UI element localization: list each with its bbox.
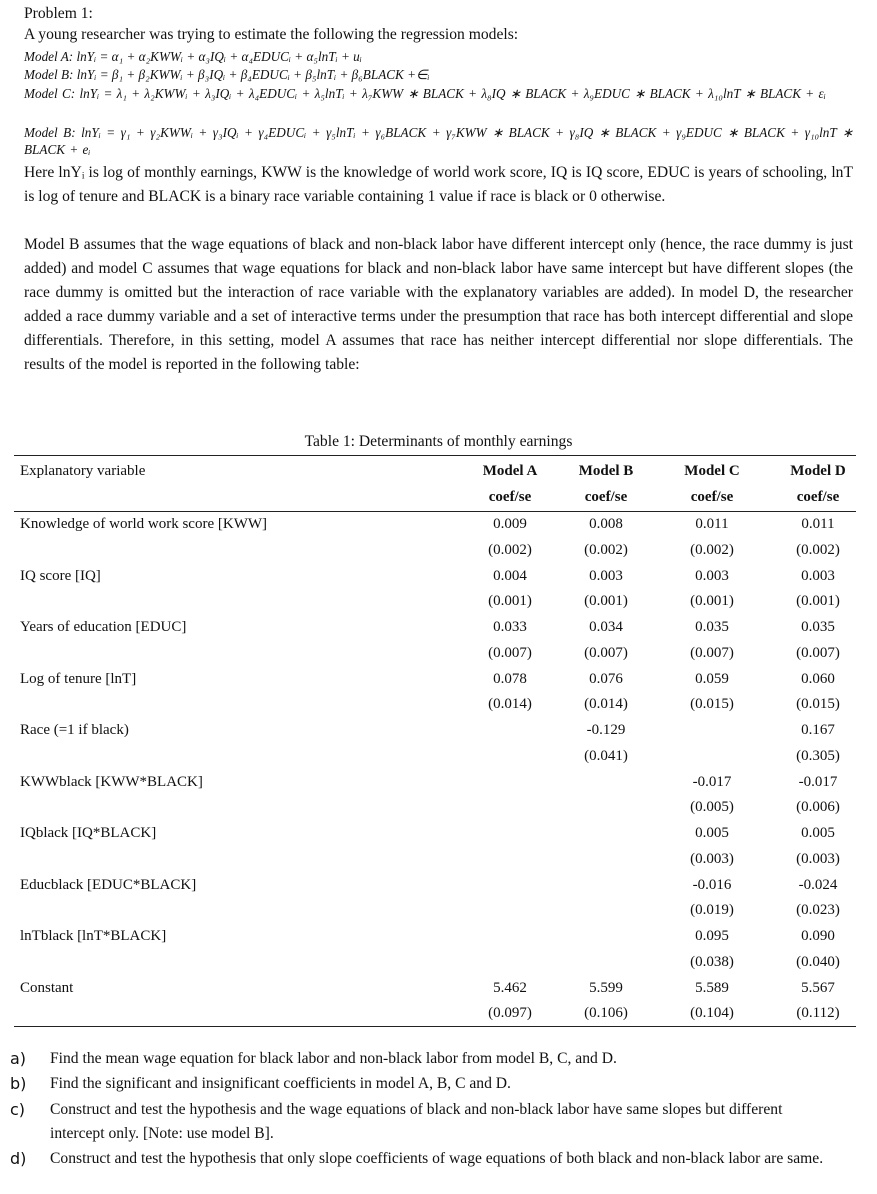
column-header-model: Model C <box>684 463 740 479</box>
standard-error-cell: (0.106) <box>584 1005 628 1021</box>
standard-error-cell: (0.014) <box>584 696 628 712</box>
standard-error-cell: (0.007) <box>584 644 628 661</box>
row-label: Years of education [EDUC] <box>20 619 187 635</box>
coefficient-cell: 0.005 <box>801 825 835 841</box>
coefficient-cell: 0.011 <box>801 516 835 532</box>
standard-error-cell: (0.019) <box>690 902 734 918</box>
problem-title: Problem 1: <box>24 5 93 22</box>
coefficient-cell: 0.011 <box>695 516 729 532</box>
coefficient-cell: 0.035 <box>695 619 729 635</box>
standard-error-cell: (0.023) <box>796 902 840 918</box>
table-top-rule <box>14 455 856 456</box>
coefficient-cell: 0.078 <box>493 670 527 687</box>
coefficient-cell: 0.003 <box>801 567 835 584</box>
question-label: b) <box>10 1074 27 1093</box>
equation-model-c: Model C: lnYᵢ = λ₁ + λ₂KWWᵢ + λ₃IQᵢ + λ₄EDUCᵢ + λ₅lnTᵢ + λ₇KWW ∗ BLACK + λ₈IQ ∗ BLACK + λ₉EDUC ∗ BLACK + λ₁₀lnT ∗ BLACK + εᵢ <box>24 86 826 101</box>
coefficient-cell: 0.090 <box>801 928 835 944</box>
column-subheader: coef/se <box>690 489 734 505</box>
coefficient-cell: -0.016 <box>692 876 732 893</box>
standard-error-cell: (0.040) <box>796 953 840 970</box>
row-label: Constant <box>20 979 74 996</box>
column-header-model: Model B <box>578 463 634 479</box>
standard-error-cell: (0.014) <box>488 696 532 712</box>
coefficient-cell: 0.005 <box>695 825 729 841</box>
coefficient-cell: 5.599 <box>589 979 623 996</box>
description-variables: Here lnYᵢ is log of monthly earnings, KWW is the knowledge of world work score, IQ is IQ score, EDUC is years of schooling, lnT is log of tenure and BLACK is a binary race variable containing 1 value if race is black or 0 otherwise. <box>24 164 853 205</box>
coefficient-cell: 0.076 <box>589 670 623 687</box>
standard-error-cell: (0.002) <box>690 541 734 558</box>
standard-error-cell: (0.038) <box>690 953 734 970</box>
standard-error-cell: (0.104) <box>690 1005 734 1021</box>
standard-error-cell: (0.041) <box>584 747 628 764</box>
coefficient-cell: 0.004 <box>493 567 527 584</box>
standard-error-cell: (0.006) <box>796 799 840 815</box>
row-label: Educblack [EDUC*BLACK] <box>20 876 197 893</box>
equation-model-a: Model A: lnYᵢ = α₁ + α₂KWWᵢ + α₃IQᵢ + α₄EDUCᵢ + α₅lnTᵢ + uᵢ <box>24 49 362 64</box>
coefficient-cell: 0.167 <box>801 722 835 738</box>
standard-error-cell: (0.007) <box>796 644 840 661</box>
coefficient-cell: 0.059 <box>695 670 729 687</box>
standard-error-cell: (0.112) <box>796 1005 840 1021</box>
question-text: Find the significant and insignificant coefficients in model A, B, C and D. <box>50 1075 511 1092</box>
standard-error-cell: (0.005) <box>690 799 734 815</box>
coefficient-cell: -0.017 <box>692 773 732 790</box>
coefficient-cell: 5.567 <box>801 979 835 996</box>
coefficient-cell: 0.060 <box>801 670 835 687</box>
standard-error-cell: (0.015) <box>796 696 840 712</box>
coefficient-cell: 0.009 <box>493 516 527 532</box>
standard-error-cell: (0.001) <box>488 593 532 609</box>
column-subheader: coef/se <box>584 489 628 505</box>
coefficient-cell: 5.589 <box>695 979 729 996</box>
standard-error-cell: (0.002) <box>584 541 628 558</box>
coefficient-cell: 0.035 <box>801 619 835 635</box>
standard-error-cell: (0.003) <box>796 850 840 867</box>
standard-error-cell: (0.097) <box>488 1005 532 1021</box>
standard-error-cell: (0.015) <box>690 696 734 712</box>
question-text: Construct and test the hypothesis and the wage equations of black and non-black labor have same slopes but different intercept only. [Note: use model B]. <box>50 1101 783 1142</box>
question-text: Find the mean wage equation for black labor and non-black labor from model B, C, and D. <box>50 1050 617 1067</box>
coefficient-cell: -0.017 <box>798 773 838 790</box>
column-header-model: Model A <box>482 463 538 479</box>
coefficient-cell: 0.033 <box>493 619 527 635</box>
standard-error-cell: (0.002) <box>488 541 532 558</box>
standard-error-cell: (0.001) <box>690 593 734 609</box>
question-label: a) <box>10 1049 27 1068</box>
table-bottom-rule <box>14 1026 856 1027</box>
row-label: Race (=1 if black) <box>20 722 129 738</box>
standard-error-cell: (0.007) <box>690 644 734 661</box>
row-label: KWWblack [KWW*BLACK] <box>20 773 203 790</box>
row-label: Knowledge of world work score [KWW] <box>20 516 268 532</box>
column-header-model: Model D <box>790 463 846 479</box>
standard-error-cell: (0.305) <box>796 747 840 764</box>
column-subheader: coef/se <box>488 489 532 505</box>
coefficient-cell: -0.024 <box>798 876 838 893</box>
row-label: IQblack [IQ*BLACK] <box>20 825 157 841</box>
coefficient-cell: 5.462 <box>493 979 527 996</box>
standard-error-cell: (0.001) <box>584 593 628 609</box>
standard-error-cell: (0.007) <box>488 644 532 661</box>
question-text: Construct and test the hypothesis that only slope coefficients of wage equations of both black and non-black labor are same. <box>50 1150 824 1167</box>
column-header-variable: Explanatory variable <box>20 463 146 479</box>
question-label: c) <box>10 1100 26 1119</box>
standard-error-cell: (0.002) <box>796 541 840 558</box>
row-label: lnTblack [lnT*BLACK] <box>20 928 167 944</box>
coefficient-cell: -0.129 <box>586 722 626 738</box>
standard-error-cell: (0.003) <box>690 850 734 867</box>
table-header-rule <box>14 511 856 512</box>
equation-model-b: Model B: lnYᵢ = β₁ + β₂KWWᵢ + β₃IQᵢ + β₄EDUCᵢ + β₅lnTᵢ + β₆BLACK +∈ᵢ <box>24 67 430 82</box>
coefficient-cell: 0.003 <box>589 567 623 584</box>
row-label: IQ score [IQ] <box>20 567 101 584</box>
coefficient-cell: 0.095 <box>695 928 729 944</box>
standard-error-cell: (0.001) <box>796 593 840 609</box>
coefficient-cell: 0.034 <box>589 619 623 635</box>
column-subheader: coef/se <box>796 489 840 505</box>
intro-text: A young researcher was trying to estimate the following the regression models: <box>24 26 519 43</box>
question-label: d) <box>10 1149 27 1168</box>
coefficient-cell: 0.008 <box>589 516 623 532</box>
description-models: Model B assumes that the wage equations of black and non-black labor have different intercept only (hence, the race dummy is just added) and model C assumes that wage equations for black and non-black labor have same intercept but have different slopes (the race dummy is omitted but the interaction of race variable with the explanatory variables are added). In model D, the researcher added a race dummy variable and a set of interactive terms under the presumption that race has both intercept differential and slope differentials. Therefore, in this setting, model A assumes that race has neither intercept differential nor slope differentials. The results of the model is reported in the following table: <box>24 236 853 373</box>
table-caption: Table 1: Determinants of monthly earnings <box>304 433 573 450</box>
equation-model-d: Model B: lnYᵢ = γ₁ + γ₂KWWᵢ + γ₃IQᵢ + γ₄EDUCᵢ + γ₅lnTᵢ + γ₆BLACK + γ₇KWW ∗ BLACK + γ₈IQ ∗ BLACK + γ₉EDUC ∗ BLACK + γ₁₀lnT ∗ BLACK + eᵢ <box>24 125 853 157</box>
row-label: Log of tenure [lnT] <box>20 670 137 687</box>
coefficient-cell: 0.003 <box>695 567 729 584</box>
